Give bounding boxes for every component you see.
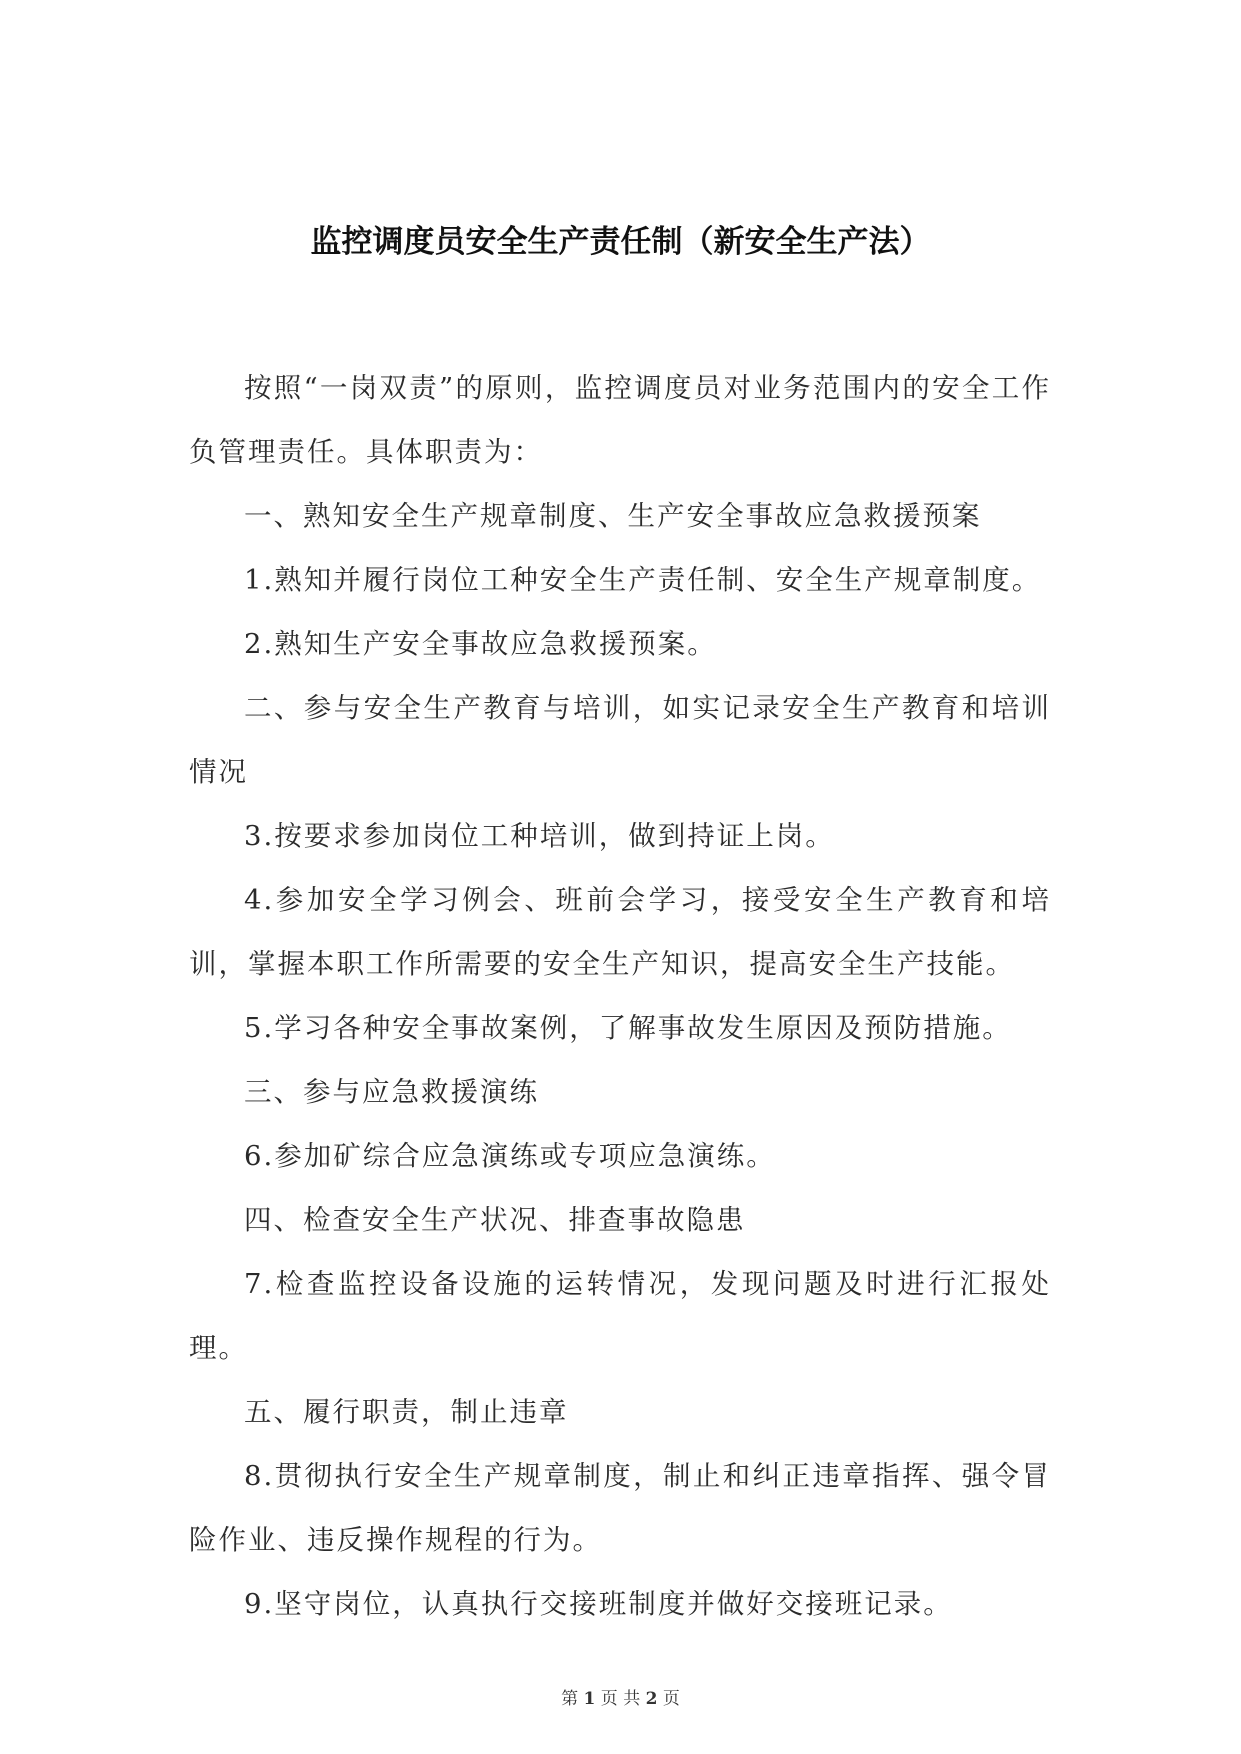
list-item-6: 6.参加矿综合应急演练或专项应急演练。 — [244, 1140, 776, 1172]
page-number-footer — [0, 1687, 1241, 1711]
paragraph-intro: 按照“一岗双责”的原则，监控调度员对业务范围内的安全工作负管理责任。具体职责为： — [189, 372, 1051, 468]
section-heading-1: 一、熟知安全生产规章制度、生产安全事故应急救援预案 — [244, 500, 982, 532]
current-page-number: 1 — [583, 1689, 596, 1709]
document-title: 监控调度员安全生产责任制（新安全生产法） — [310, 224, 931, 260]
list-item-2: 2.熟知生产安全事故应急救援预案。 — [244, 628, 717, 660]
list-item-4: 4.参加安全学习例会、班前会学习，接受安全生产教育和培训，掌握本职工作所需要的安全生产知识，提高安全生产技能。 — [189, 884, 1051, 980]
list-item-3: 3.按要求参加岗位工种培训，做到持证上岗。 — [244, 820, 835, 852]
footer-prefix: 第 — [561, 1689, 579, 1709]
list-item-8: 8.贯彻执行安全生产规章制度，制止和纠正违章指挥、强令冒险作业、违反操作规程的行为。 — [189, 1460, 1051, 1556]
section-heading-2: 二、参与安全生产教育与培训，如实记录安全生产教育和培训情况 — [189, 692, 1051, 788]
section-heading-3: 三、参与应急救援演练 — [244, 1076, 539, 1108]
section-heading-5: 五、履行职责，制止违章 — [244, 1396, 569, 1428]
list-item-9: 9.坚守岗位，认真执行交接班制度并做好交接班记录。 — [244, 1588, 953, 1620]
footer-middle: 页 共 — [600, 1689, 641, 1709]
list-item-5: 5.学习各种安全事故案例，了解事故发生原因及预防措施。 — [244, 1012, 1012, 1044]
document-body — [189, 356, 1051, 1636]
total-page-count: 2 — [645, 1689, 658, 1709]
footer-suffix: 页 — [662, 1689, 680, 1709]
list-item-1: 1.熟知并履行岗位工种安全生产责任制、安全生产规章制度。 — [244, 564, 1042, 596]
list-item-7: 7.检查监控设备设施的运转情况，发现问题及时进行汇报处理。 — [189, 1268, 1051, 1364]
section-heading-4: 四、检查安全生产状况、排查事故隐患 — [244, 1204, 746, 1236]
